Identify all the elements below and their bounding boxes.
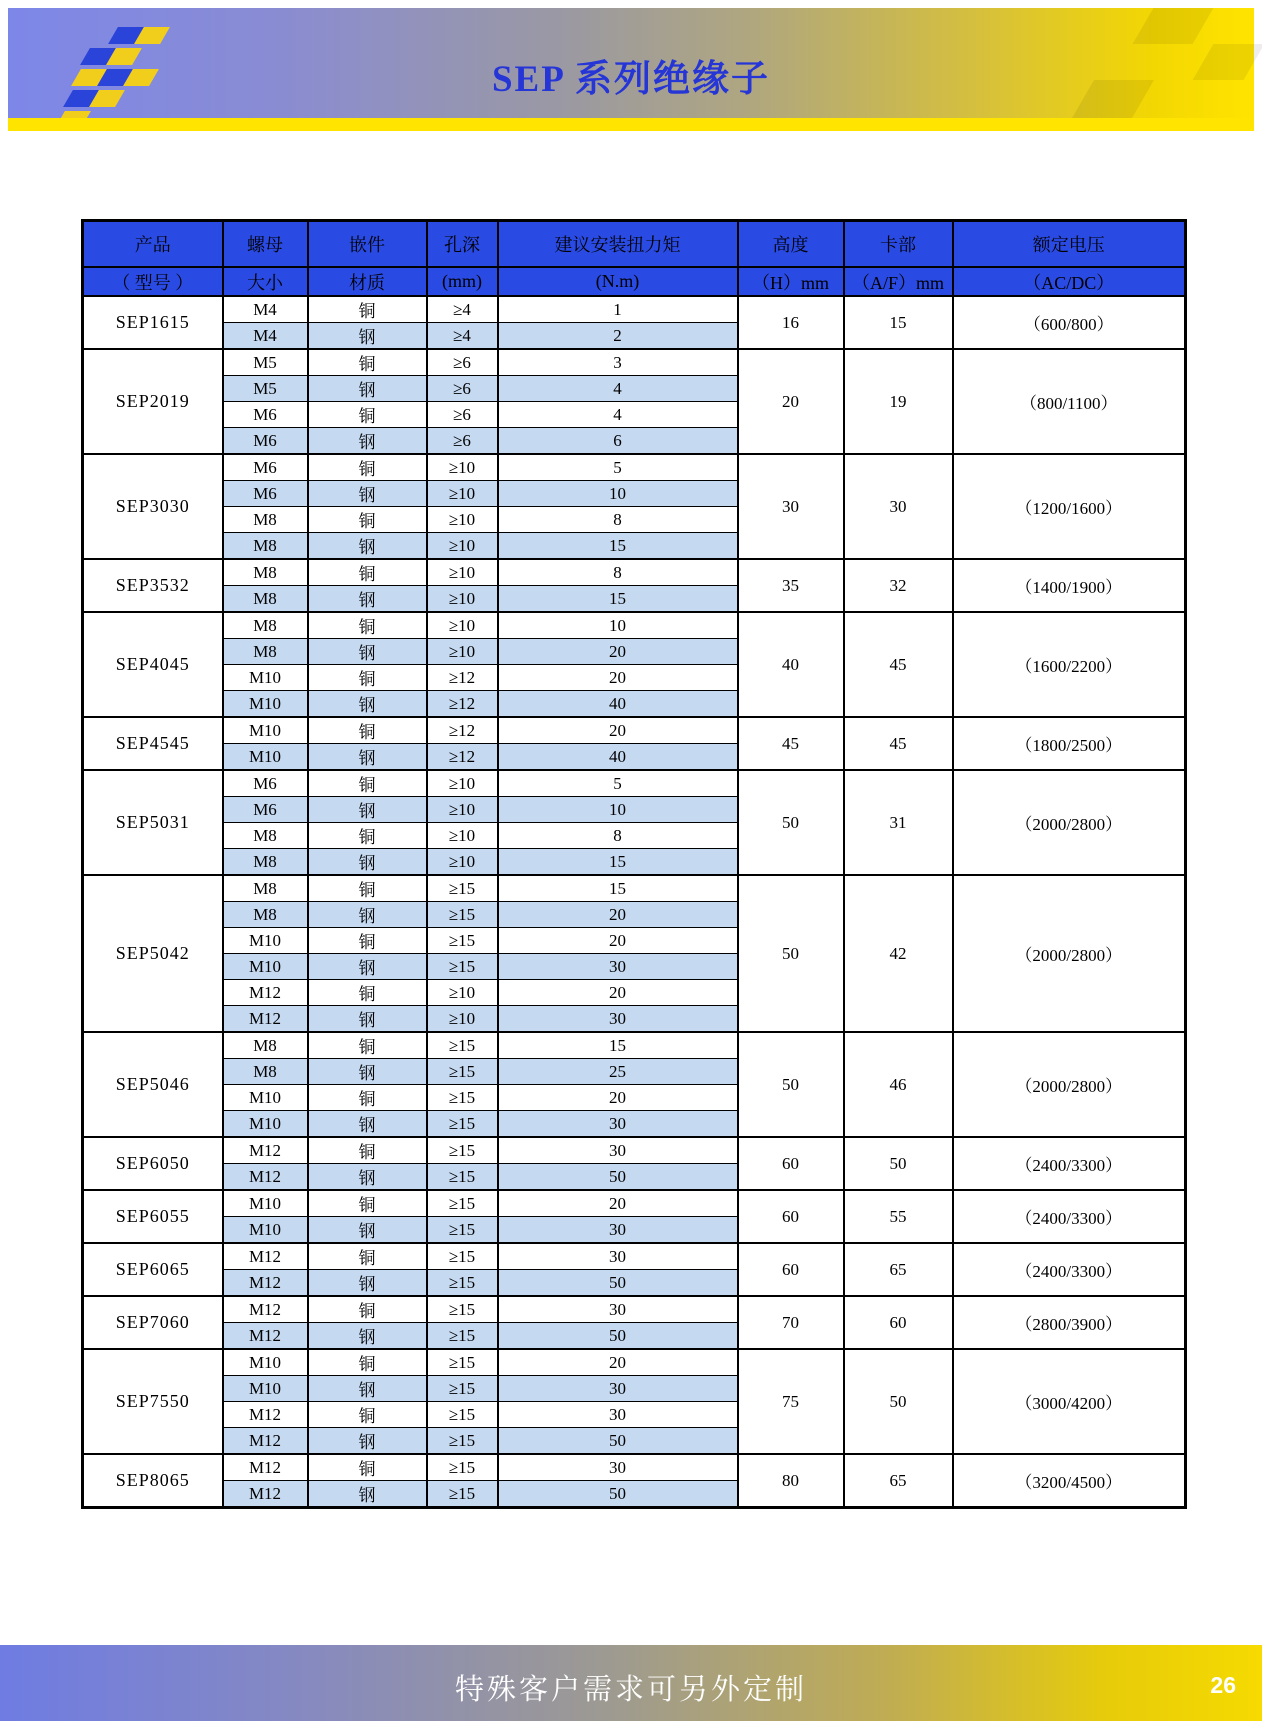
af-cell: 46 [844, 1032, 953, 1137]
model-cell: SEP3532 [83, 559, 223, 612]
nut-size-cell: M6 [223, 402, 308, 428]
torque-cell: 5 [498, 770, 738, 797]
insert-material-cell: 铜 [308, 1137, 427, 1164]
col-subheader-product: （ 型号 ） [83, 267, 223, 296]
nut-size-cell: M8 [223, 1059, 308, 1085]
table-row [83, 875, 1186, 902]
spec-table-header [83, 221, 1186, 297]
model-cell: SEP5046 [83, 1032, 223, 1137]
insert-material-cell: 钢 [308, 1164, 427, 1191]
col-subheader-af: （A/F）mm [844, 267, 953, 296]
insert-material-cell: 铜 [308, 1243, 427, 1270]
torque-cell: 20 [498, 639, 738, 665]
torque-cell: 15 [498, 586, 738, 613]
hole-depth-cell: ≥10 [427, 559, 498, 586]
af-cell: 45 [844, 717, 953, 770]
hole-depth-cell: ≥15 [427, 875, 498, 902]
voltage-cell: （2000/2800） [953, 875, 1186, 1032]
torque-cell: 40 [498, 744, 738, 771]
torque-cell: 30 [498, 1111, 738, 1138]
torque-cell: 15 [498, 875, 738, 902]
model-cell: SEP1615 [83, 296, 223, 349]
hole-depth-cell: ≥12 [427, 691, 498, 718]
table-row [83, 454, 1186, 481]
nut-size-cell: M10 [223, 691, 308, 718]
model-cell: SEP7060 [83, 1296, 223, 1349]
hole-depth-cell: ≥10 [427, 639, 498, 665]
model-cell: SEP6050 [83, 1137, 223, 1190]
height-cell: 30 [738, 454, 844, 559]
nut-size-cell: M10 [223, 928, 308, 954]
col-subheader-height: （H）mm [738, 267, 844, 296]
nut-size-cell: M10 [223, 1349, 308, 1376]
insert-material-cell: 钢 [308, 954, 427, 980]
hole-depth-cell: ≥15 [427, 1111, 498, 1138]
table-row [83, 1243, 1186, 1270]
insert-material-cell: 铜 [308, 980, 427, 1006]
voltage-cell: （600/800） [953, 296, 1186, 349]
nut-size-cell: M8 [223, 586, 308, 613]
torque-cell: 30 [498, 1137, 738, 1164]
insert-material-cell: 钢 [308, 1481, 427, 1508]
col-subheader-voltage: （AC/DC） [953, 267, 1186, 296]
col-header-torque: 建议安装扭力矩 [498, 221, 738, 268]
height-cell: 50 [738, 875, 844, 1032]
hole-depth-cell: ≥15 [427, 1376, 498, 1402]
af-cell: 65 [844, 1454, 953, 1508]
voltage-cell: （3200/4500） [953, 1454, 1186, 1508]
model-cell: SEP6055 [83, 1190, 223, 1243]
voltage-cell: （2400/3300） [953, 1243, 1186, 1296]
nut-size-cell: M12 [223, 1243, 308, 1270]
insert-material-cell: 钢 [308, 1270, 427, 1297]
insert-material-cell: 铜 [308, 507, 427, 533]
nut-size-cell: M10 [223, 1190, 308, 1217]
torque-cell: 20 [498, 665, 738, 691]
hole-depth-cell: ≥10 [427, 507, 498, 533]
table-row [83, 349, 1186, 376]
insert-material-cell: 铜 [308, 296, 427, 323]
table-row [83, 1454, 1186, 1481]
nut-size-cell: M10 [223, 744, 308, 771]
nut-size-cell: M12 [223, 980, 308, 1006]
hole-depth-cell: ≥15 [427, 1323, 498, 1350]
torque-cell: 4 [498, 402, 738, 428]
nut-size-cell: M10 [223, 954, 308, 980]
insert-material-cell: 钢 [308, 376, 427, 402]
voltage-cell: （3000/4200） [953, 1349, 1186, 1454]
insert-material-cell: 铜 [308, 1349, 427, 1376]
height-cell: 50 [738, 1032, 844, 1137]
hole-depth-cell: ≥15 [427, 954, 498, 980]
hole-depth-cell: ≥15 [427, 902, 498, 928]
torque-cell: 15 [498, 1032, 738, 1059]
nut-size-cell: M10 [223, 665, 308, 691]
hole-depth-cell: ≥6 [427, 349, 498, 376]
torque-cell: 3 [498, 349, 738, 376]
insert-material-cell: 铜 [308, 1454, 427, 1481]
hole-depth-cell: ≥10 [427, 1006, 498, 1033]
torque-cell: 20 [498, 980, 738, 1006]
voltage-cell: （2800/3900） [953, 1296, 1186, 1349]
nut-size-cell: M8 [223, 823, 308, 849]
voltage-cell: （2000/2800） [953, 770, 1186, 875]
nut-size-cell: M6 [223, 481, 308, 507]
nut-size-cell: M12 [223, 1428, 308, 1455]
torque-cell: 15 [498, 533, 738, 560]
af-cell: 32 [844, 559, 953, 612]
torque-cell: 6 [498, 428, 738, 455]
nut-size-cell: M6 [223, 428, 308, 455]
af-cell: 65 [844, 1243, 953, 1296]
voltage-cell: （1800/2500） [953, 717, 1186, 770]
hole-depth-cell: ≥10 [427, 797, 498, 823]
nut-size-cell: M12 [223, 1454, 308, 1481]
torque-cell: 10 [498, 612, 738, 639]
hole-depth-cell: ≥10 [427, 454, 498, 481]
hole-depth-cell: ≥4 [427, 323, 498, 350]
height-cell: 45 [738, 717, 844, 770]
insert-material-cell: 铜 [308, 665, 427, 691]
insert-material-cell: 铜 [308, 454, 427, 481]
af-cell: 50 [844, 1349, 953, 1454]
torque-cell: 20 [498, 928, 738, 954]
hole-depth-cell: ≥12 [427, 744, 498, 771]
torque-cell: 50 [498, 1270, 738, 1297]
af-cell: 30 [844, 454, 953, 559]
nut-size-cell: M8 [223, 902, 308, 928]
torque-cell: 30 [498, 1006, 738, 1033]
hole-depth-cell: ≥10 [427, 823, 498, 849]
model-cell: SEP2019 [83, 349, 223, 454]
insert-material-cell: 钢 [308, 533, 427, 560]
height-cell: 60 [738, 1137, 844, 1190]
insert-material-cell: 铜 [308, 402, 427, 428]
nut-size-cell: M10 [223, 1111, 308, 1138]
page-number: 26 [1210, 1672, 1236, 1698]
nut-size-cell: M12 [223, 1137, 308, 1164]
insert-material-cell: 铜 [308, 928, 427, 954]
footer-note: 特殊客户需求可另外定制 [454, 1674, 807, 1706]
af-cell: 15 [844, 296, 953, 349]
af-cell: 45 [844, 612, 953, 717]
col-header-nut: 螺母 [223, 221, 308, 268]
table-row [83, 1190, 1186, 1217]
insert-material-cell: 钢 [308, 1376, 427, 1402]
nut-size-cell: M10 [223, 1376, 308, 1402]
insert-material-cell: 钢 [308, 586, 427, 613]
hole-depth-cell: ≥15 [427, 1428, 498, 1455]
nut-size-cell: M5 [223, 349, 308, 376]
hole-depth-cell: ≥4 [427, 296, 498, 323]
nut-size-cell: M8 [223, 612, 308, 639]
nut-size-cell: M12 [223, 1270, 308, 1297]
table-row [83, 1349, 1186, 1376]
torque-cell: 4 [498, 376, 738, 402]
nut-size-cell: M12 [223, 1323, 308, 1350]
hole-depth-cell: ≥6 [427, 376, 498, 402]
af-cell: 42 [844, 875, 953, 1032]
col-header-height: 高度 [738, 221, 844, 268]
col-subheader-insert: 材质 [308, 267, 427, 296]
insert-material-cell: 钢 [308, 744, 427, 771]
nut-size-cell: M12 [223, 1164, 308, 1191]
height-cell: 40 [738, 612, 844, 717]
page-title: SEP 系列绝缘子 [491, 59, 771, 100]
model-cell: SEP4045 [83, 612, 223, 717]
torque-cell: 30 [498, 1296, 738, 1323]
af-cell: 31 [844, 770, 953, 875]
table-row [83, 1296, 1186, 1323]
hole-depth-cell: ≥15 [427, 1243, 498, 1270]
height-cell: 16 [738, 296, 844, 349]
torque-cell: 30 [498, 1217, 738, 1244]
torque-cell: 10 [498, 797, 738, 823]
table-row [83, 296, 1186, 323]
torque-cell: 20 [498, 717, 738, 744]
hole-depth-cell: ≥15 [427, 1402, 498, 1428]
insert-material-cell: 钢 [308, 902, 427, 928]
nut-size-cell: M8 [223, 1032, 308, 1059]
torque-cell: 20 [498, 1190, 738, 1217]
banner-checker-decoration [1133, 8, 1214, 44]
col-header-voltage: 额定电压 [953, 221, 1186, 268]
hole-depth-cell: ≥15 [427, 1454, 498, 1481]
hole-depth-cell: ≥10 [427, 770, 498, 797]
insert-material-cell: 钢 [308, 1217, 427, 1244]
table-row [83, 559, 1186, 586]
hole-depth-cell: ≥12 [427, 717, 498, 744]
spec-table [81, 219, 1187, 1509]
torque-cell: 20 [498, 1349, 738, 1376]
height-cell: 70 [738, 1296, 844, 1349]
af-cell: 50 [844, 1137, 953, 1190]
af-cell: 19 [844, 349, 953, 454]
insert-material-cell: 钢 [308, 1111, 427, 1138]
nut-size-cell: M10 [223, 1085, 308, 1111]
footer-banner [0, 1645, 1262, 1721]
model-cell: SEP4545 [83, 717, 223, 770]
torque-cell: 50 [498, 1481, 738, 1508]
torque-cell: 10 [498, 481, 738, 507]
col-header-insert: 嵌件 [308, 221, 427, 268]
af-cell: 60 [844, 1296, 953, 1349]
torque-cell: 5 [498, 454, 738, 481]
hole-depth-cell: ≥15 [427, 928, 498, 954]
nut-size-cell: M10 [223, 717, 308, 744]
insert-material-cell: 钢 [308, 849, 427, 876]
torque-cell: 50 [498, 1164, 738, 1191]
table-row [83, 1137, 1186, 1164]
nut-size-cell: M4 [223, 323, 308, 350]
nut-size-cell: M6 [223, 797, 308, 823]
voltage-cell: （2400/3300） [953, 1190, 1186, 1243]
torque-cell: 40 [498, 691, 738, 718]
model-cell: SEP6065 [83, 1243, 223, 1296]
voltage-cell: （800/1100） [953, 349, 1186, 454]
torque-cell: 30 [498, 1402, 738, 1428]
insert-material-cell: 钢 [308, 1323, 427, 1350]
hole-depth-cell: ≥15 [427, 1164, 498, 1191]
torque-cell: 8 [498, 823, 738, 849]
voltage-cell: （1200/1600） [953, 454, 1186, 559]
insert-material-cell: 铜 [308, 823, 427, 849]
torque-cell: 30 [498, 954, 738, 980]
nut-size-cell: M12 [223, 1296, 308, 1323]
insert-material-cell: 钢 [308, 1059, 427, 1085]
height-cell: 20 [738, 349, 844, 454]
nut-size-cell: M8 [223, 639, 308, 665]
insert-material-cell: 钢 [308, 691, 427, 718]
hole-depth-cell: ≥15 [427, 1270, 498, 1297]
table-row [83, 717, 1186, 744]
nut-size-cell: M6 [223, 454, 308, 481]
hole-depth-cell: ≥15 [427, 1032, 498, 1059]
insert-material-cell: 钢 [308, 797, 427, 823]
hole-depth-cell: ≥15 [427, 1349, 498, 1376]
hole-depth-cell: ≥10 [427, 849, 498, 876]
insert-material-cell: 铜 [308, 612, 427, 639]
nut-size-cell: M12 [223, 1481, 308, 1508]
insert-material-cell: 铜 [308, 1085, 427, 1111]
model-cell: SEP5031 [83, 770, 223, 875]
hole-depth-cell: ≥6 [427, 402, 498, 428]
torque-cell: 8 [498, 507, 738, 533]
hole-depth-cell: ≥10 [427, 533, 498, 560]
hole-depth-cell: ≥12 [427, 665, 498, 691]
insert-material-cell: 钢 [308, 639, 427, 665]
insert-material-cell: 铜 [308, 1190, 427, 1217]
table-row [83, 770, 1186, 797]
hole-depth-cell: ≥6 [427, 428, 498, 455]
hole-depth-cell: ≥10 [427, 612, 498, 639]
height-cell: 60 [738, 1190, 844, 1243]
height-cell: 80 [738, 1454, 844, 1508]
hole-depth-cell: ≥15 [427, 1190, 498, 1217]
hole-depth-cell: ≥10 [427, 586, 498, 613]
col-subheader-depth: (mm) [427, 267, 498, 296]
model-cell: SEP3030 [83, 454, 223, 559]
torque-cell: 20 [498, 1085, 738, 1111]
nut-size-cell: M8 [223, 507, 308, 533]
torque-cell: 50 [498, 1323, 738, 1350]
nut-size-cell: M12 [223, 1006, 308, 1033]
hole-depth-cell: ≥15 [427, 1296, 498, 1323]
height-cell: 50 [738, 770, 844, 875]
model-cell: SEP7550 [83, 1349, 223, 1454]
table-row [83, 612, 1186, 639]
nut-size-cell: M8 [223, 559, 308, 586]
insert-material-cell: 铜 [308, 349, 427, 376]
banner-underline [8, 118, 1254, 131]
hole-depth-cell: ≥15 [427, 1059, 498, 1085]
height-cell: 75 [738, 1349, 844, 1454]
hole-depth-cell: ≥15 [427, 1217, 498, 1244]
nut-size-cell: M8 [223, 875, 308, 902]
insert-material-cell: 铜 [308, 875, 427, 902]
af-cell: 55 [844, 1190, 953, 1243]
nut-size-cell: M8 [223, 533, 308, 560]
insert-material-cell: 钢 [308, 1006, 427, 1033]
insert-material-cell: 钢 [308, 481, 427, 507]
nut-size-cell: M6 [223, 770, 308, 797]
nut-size-cell: M4 [223, 296, 308, 323]
hole-depth-cell: ≥10 [427, 980, 498, 1006]
hole-depth-cell: ≥15 [427, 1085, 498, 1111]
col-header-depth: 孔深 [427, 221, 498, 268]
torque-cell: 20 [498, 902, 738, 928]
nut-size-cell: M5 [223, 376, 308, 402]
table-row [83, 1032, 1186, 1059]
torque-cell: 25 [498, 1059, 738, 1085]
hole-depth-cell: ≥15 [427, 1137, 498, 1164]
insert-material-cell: 铜 [308, 559, 427, 586]
voltage-cell: （1400/1900） [953, 559, 1186, 612]
torque-cell: 30 [498, 1376, 738, 1402]
insert-material-cell: 铜 [308, 770, 427, 797]
torque-cell: 30 [498, 1454, 738, 1481]
torque-cell: 1 [498, 296, 738, 323]
nut-size-cell: M10 [223, 1217, 308, 1244]
voltage-cell: （1600/2200） [953, 612, 1186, 717]
torque-cell: 2 [498, 323, 738, 350]
insert-material-cell: 钢 [308, 1428, 427, 1455]
insert-material-cell: 铜 [308, 717, 427, 744]
col-subheader-nut: 大小 [223, 267, 308, 296]
voltage-cell: （2000/2800） [953, 1032, 1186, 1137]
nut-size-cell: M8 [223, 849, 308, 876]
height-cell: 35 [738, 559, 844, 612]
col-header-product: 产品 [83, 221, 223, 268]
hole-depth-cell: ≥15 [427, 1481, 498, 1508]
model-cell: SEP8065 [83, 1454, 223, 1508]
torque-cell: 15 [498, 849, 738, 876]
spec-table-body [83, 296, 1186, 1508]
insert-material-cell: 钢 [308, 323, 427, 350]
insert-material-cell: 钢 [308, 428, 427, 455]
hole-depth-cell: ≥10 [427, 481, 498, 507]
torque-cell: 30 [498, 1243, 738, 1270]
insert-material-cell: 铜 [308, 1402, 427, 1428]
model-cell: SEP5042 [83, 875, 223, 1032]
col-header-af: 卡部 [844, 221, 953, 268]
height-cell: 60 [738, 1243, 844, 1296]
nut-size-cell: M12 [223, 1402, 308, 1428]
voltage-cell: （2400/3300） [953, 1137, 1186, 1190]
torque-cell: 50 [498, 1428, 738, 1455]
insert-material-cell: 铜 [308, 1032, 427, 1059]
torque-cell: 8 [498, 559, 738, 586]
insert-material-cell: 铜 [308, 1296, 427, 1323]
col-subheader-torque: (N.m) [498, 267, 738, 296]
